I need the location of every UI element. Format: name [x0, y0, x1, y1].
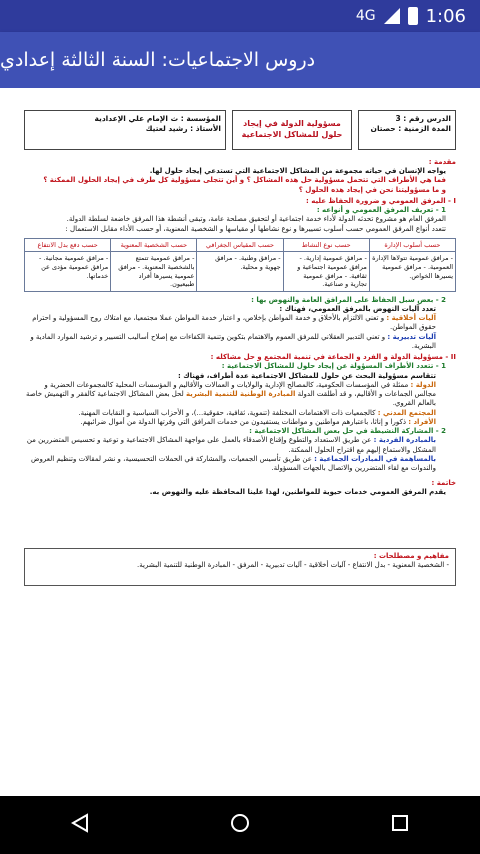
part-1 [24, 197, 456, 351]
part-2-p-1: تتقاسم مسؤولية البحث عن حلول للمشاكل الاجتماعية عدة أطراف، فهناك : [178, 371, 436, 380]
recents-icon [389, 812, 411, 834]
app-title: دروس الاجتماعيات: السنة الثالثة إعدادي [0, 49, 316, 71]
signal-indicator: 4G [355, 8, 376, 24]
intro-question-1: فما هي الأطراف التي تتحمل مسؤولية حل هذه المشاكل ؟ و أين تتجلى مسؤولية كل طرف في إيجاد الحلول الممكنة ؟ [43, 176, 446, 185]
individuals-label: الأفراد : [408, 417, 436, 426]
part-1-def-1: المرفق العام هو مشروع تحدثه الدولة لأداء خدمة اجتماعية أو لتحقيق مصلحة عامة، وتبقى أنشطة هذا المرفق خاضعة لسلطة الدولة. [66, 215, 446, 224]
table-row [25, 252, 456, 291]
initiative-name: المبادرة الوطنية للتنمية البشرية [185, 390, 296, 399]
table-cell: - مرافق عمومية مجانية. - مرافق عمومية مؤدى عن خدماتها. [25, 252, 111, 291]
civil-text: كالجمعيات ذات الاهتمامات المختلفة (تنموية، ثقافية، حقوقية...)، و الأحزاب السياسية و النقابات المهنية. [78, 408, 376, 417]
lesson-title-box [232, 110, 352, 150]
table-header: حسب المقياس الجغرافي [197, 238, 283, 252]
concepts-heading: مفاهيم و مصطلحات : [373, 551, 449, 560]
collective-label: بالمساهمة في المبادرات الجماعية : [314, 454, 436, 463]
table-header-row [25, 238, 456, 252]
state-text-2: لحل بعض المشاكل الاجتماعية كالفقر و التهميش خاصة بالعالم القروي. [25, 390, 436, 408]
part-1-heading: I - المرفق العمومي و ضرورة الحفاظ عليه : [306, 196, 456, 205]
intro-heading: مقدمة : [428, 158, 456, 166]
institution-box [24, 110, 226, 150]
intro-text: يواجه الإنسان في حياته مجموعة من المشاكل الاجتماعية التي تستدعي إيجاد حلول لها. [149, 167, 446, 176]
table-header: حسب أسلوب الإدارة [369, 238, 455, 252]
part-1-p-2: تعدد آليات النهوض بالمرفق العمومي، فهناك : [279, 305, 436, 313]
home-button[interactable] [229, 812, 251, 838]
table-header: حسب دفع بدل الانتفاع [25, 238, 111, 252]
navigation-bar [0, 796, 480, 854]
part-1-sub-1: 1 - تعريف المرفق العمومي و أنواعه : [316, 206, 446, 215]
home-icon [229, 812, 251, 834]
admin-label: آليات تدبيرية : [387, 332, 436, 341]
status-bar [0, 0, 480, 32]
institution-name: المؤسسة : ث الإمام علي الإعدادية [94, 114, 221, 123]
individuals-text: ذكورا و إناثا، باعتبارهم مواطنين و مواطنات يستفيدون من خدمات المرافق التي وفرتها الدولة من أموال ضرائبهم. [80, 417, 406, 426]
intro-question-2: و ما مسؤوليتنا نحن في إيجاد هذه الحلول ؟ [298, 185, 446, 194]
part-2 [24, 353, 456, 473]
part-2-sub-2: 2 - المشاركة النشيطة في حل بعض المشاكل الاجتماعية : [249, 427, 446, 436]
individual-text: عن طريق الاستعداد والتطوع وإقناع الأصدقاء بالعمل على مواجهة المشاكل الاجتماعية و توعية و تحسيس المتضررين من المشكل والاستماع إليهم مع اقتراح الحلول الممكنة. [26, 436, 436, 454]
lesson-title: مسؤولية الدولة في إيجاد حلول للمشاكل الاجتماعية [241, 119, 343, 139]
ethical-mechanisms [24, 314, 456, 332]
state-label: الدولة : [410, 380, 436, 389]
part-2-heading: II - مسؤولية الدولة و الفرد و الجماعة في تنمية المجتمع و حل مشاكله : [210, 353, 456, 362]
conclusion-heading: خاتمة : [431, 479, 456, 488]
collective-initiative [24, 455, 456, 473]
clock: 1:06 [425, 5, 466, 27]
lesson-info-box [358, 110, 456, 150]
admin-mechanisms [24, 333, 456, 351]
lesson-header [24, 110, 456, 150]
lesson-number: الدرس رقم : 3 [395, 114, 451, 123]
civil-label: المجتمع المدني : [377, 408, 436, 417]
part-2-sub-1: 1 - تتعدد الأطراف المسؤولة عن إيجاد حلول للمشاكل الاجتماعية : [221, 362, 446, 371]
ethical-label: آليات أخلاقية : [386, 314, 436, 323]
table-header: حسب نوع النشاط [283, 238, 369, 252]
table-cell: - مرافق عمومية تتمتع بالشخصية المعنوية. - مرافق عمومية يسيرها أفراد طبيعيون. [111, 252, 197, 291]
intro-section [24, 158, 456, 195]
concepts-box [24, 548, 456, 586]
ethical-text: و تعني الالتزام بالأخلاق و خدمة المواطن بإخلاص، و اعتبار خدمة المواطن عملا مجتمعيا، مع امتلاك روح المسؤولية و احترام حقوق المواطن. [32, 314, 436, 332]
table-cell: - مرافق وطنية. - مرافق جهوية و محلية. [197, 252, 283, 291]
battery-icon [408, 7, 418, 25]
table-header: حسب الشخصية المعنوية [111, 238, 197, 252]
table-cell: - مرافق عمومية تتولاها الإدارة العمومية. - مرافق عمومية يسيرها الخواص. [369, 252, 455, 291]
individual-initiative [24, 436, 456, 454]
individuals [24, 418, 456, 427]
lesson-document[interactable] [0, 88, 480, 796]
app-bar [0, 32, 480, 88]
admin-text: و تعني التدبير العقلاني للمرفق العموم والاهتمام بتكوين وتنمية الكفاءات مع إصلاح أساليب التسيير و ترشيد الموارد المادية و البشرية. [30, 332, 436, 350]
back-button[interactable] [69, 812, 91, 838]
conclusion-text: يقدم المرفق العمومي خدمات حيوية للمواطنين، لهذا علينا المحافظة عليه والنهوض به. [149, 488, 446, 497]
individual-label: بالمبادرة الفردية : [373, 436, 436, 445]
state-responsibility [24, 381, 456, 409]
signal-icon [384, 8, 400, 24]
state-text: ممثلة في المؤسسات الحكومية، كالمصالح الإدارية والولايات و العمالات والأقاليم و المؤسسات المحلية كالمجموعات الحضرية و مجالس الجماعات و الأقاليم، و قد أطلقت الدولة [44, 380, 436, 399]
facility-types-table [24, 238, 456, 292]
collective-text: عن طريق تأسيس الجمعيات، والمشاركة في الحملات التحسيسية، و نشر لمقالات وتنظيم العروض والندوات مع لقاء المتضررين والاتصال بالجهات المسؤولة. [31, 454, 436, 472]
lesson-duration: المدة الزمنية : حصتان [370, 123, 451, 133]
civil-society [24, 409, 456, 418]
teacher-name: الأستاذ : رشيد لعتيك [145, 123, 221, 133]
table-cell: - مرافق عمومية إدارية. - مرافق عمومية اجتماعية و ثقافية. - مرافق عمومية تجارية و صناعية. [283, 252, 369, 291]
concepts-text: - الشخصية المعنوية - بدل الانتفاع - آليات أخلاقية - آليات تدبيرية - المرفق - المبادرة الوطنية للتنمية البشرية. [137, 560, 449, 569]
back-icon [69, 812, 91, 834]
recents-button[interactable] [389, 812, 411, 838]
part-1-sub-2: 2 - بعض سبل الحفاظ على المرافق العامة والنهوض بها : [251, 295, 446, 304]
conclusion-section [24, 479, 456, 497]
part-1-def-2: تتعدد أنواع المرفق العمومي حسب أسلوب تسييرها و نوع نشاطها أو مقياسها و الشخصية المعنوية، أو حسب الأداء مقابل الاستعمال : [65, 224, 446, 233]
